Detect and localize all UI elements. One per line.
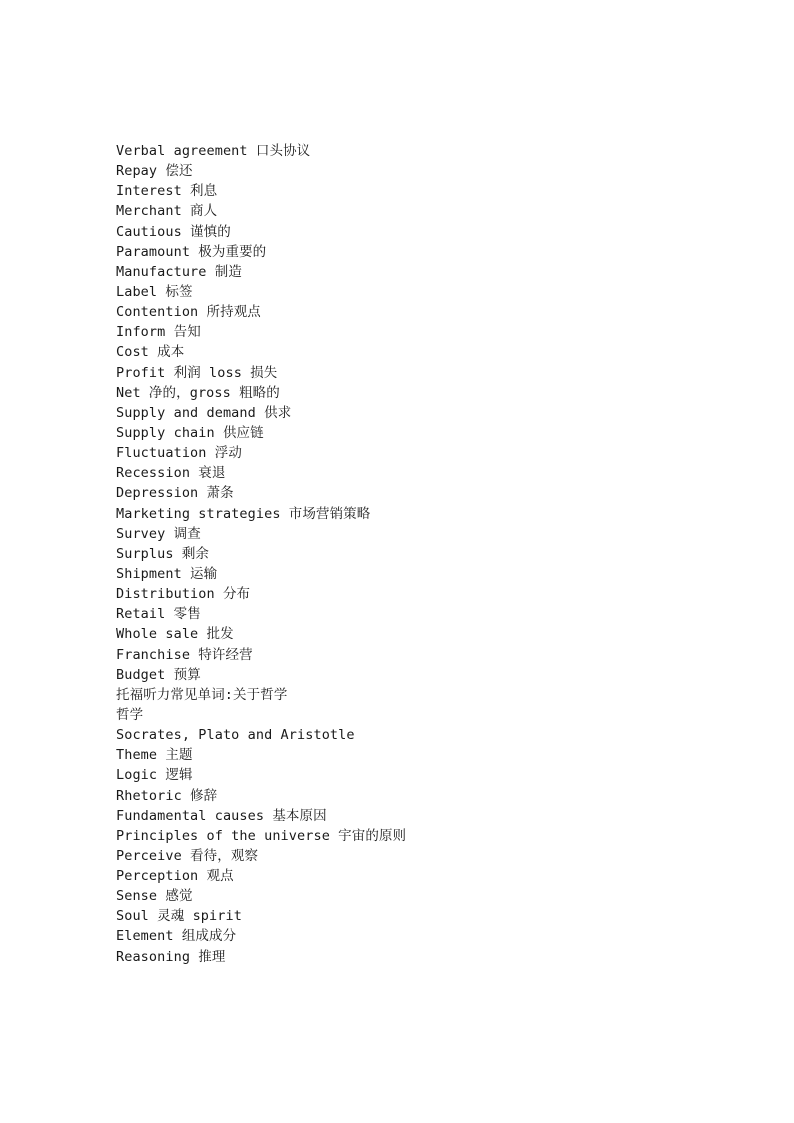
section-heading: 托福听力常见单词:关于哲学 — [116, 686, 288, 703]
vocab-line: Cautious 谨慎的 — [116, 223, 231, 240]
vocab-line: Label 标签 — [116, 283, 193, 300]
vocab-line: Recession 衰退 — [116, 465, 226, 482]
vocab-line: Theme 主题 — [116, 747, 193, 764]
vocab-line: Distribution 分布 — [116, 586, 251, 603]
vocab-line: Franchise 特许经营 — [116, 646, 253, 663]
vocab-line: Fluctuation 浮动 — [116, 445, 242, 462]
vocab-line: Depression 萧条 — [116, 485, 234, 502]
vocab-line: Verbal agreement 口头协议 — [116, 143, 311, 159]
vocab-line: Rhetoric 修辞 — [116, 787, 218, 804]
vocab-line: Cost 成本 — [116, 344, 185, 361]
vocab-line: Socrates, Plato and Aristotle — [116, 727, 355, 744]
vocab-line: Contention 所持观点 — [116, 304, 261, 321]
vocab-line: Perception 观点 — [116, 868, 234, 885]
vocab-line: Merchant 商人 — [116, 203, 218, 220]
vocab-line: Surplus 剩余 — [116, 545, 210, 562]
vocabulary-list — [116, 141, 736, 967]
vocab-line: Budget 预算 — [116, 666, 201, 683]
vocab-line: Reasoning 推理 — [116, 948, 226, 965]
vocab-line: Survey 调查 — [116, 525, 201, 542]
vocab-line: Repay 偿还 — [116, 163, 193, 180]
vocab-line: Principles of the universe 宇宙的原则 — [116, 827, 407, 844]
vocab-line: Logic 逻辑 — [116, 767, 193, 784]
vocab-line: Profit 利润 loss 损失 — [116, 364, 278, 381]
vocab-line: Shipment 运输 — [116, 565, 218, 582]
vocab-line: Paramount 极为重要的 — [116, 243, 267, 260]
vocab-line: Supply chain 供应链 — [116, 424, 264, 441]
vocab-line: Soul 灵魂 spirit — [116, 908, 242, 925]
vocab-line: Retail 零售 — [116, 606, 201, 623]
vocab-line: Supply and demand 供求 — [116, 404, 292, 421]
section-subheading: 哲学 — [116, 706, 144, 723]
vocab-line: Fundamental causes 基本原因 — [116, 807, 327, 824]
vocab-line: Whole sale 批发 — [116, 626, 234, 643]
vocab-line: Net 净的，gross 粗略的 — [116, 384, 280, 401]
vocab-line: Marketing strategies 市场营销策略 — [116, 505, 371, 522]
vocab-line: Element 组成成分 — [116, 928, 237, 945]
vocab-line: Sense 感觉 — [116, 888, 193, 905]
vocab-line: Manufacture 制造 — [116, 263, 242, 280]
vocab-line: Interest 利息 — [116, 183, 218, 200]
vocab-line: Inform 告知 — [116, 324, 201, 341]
vocab-line: Perceive 看待，观察 — [116, 847, 259, 864]
